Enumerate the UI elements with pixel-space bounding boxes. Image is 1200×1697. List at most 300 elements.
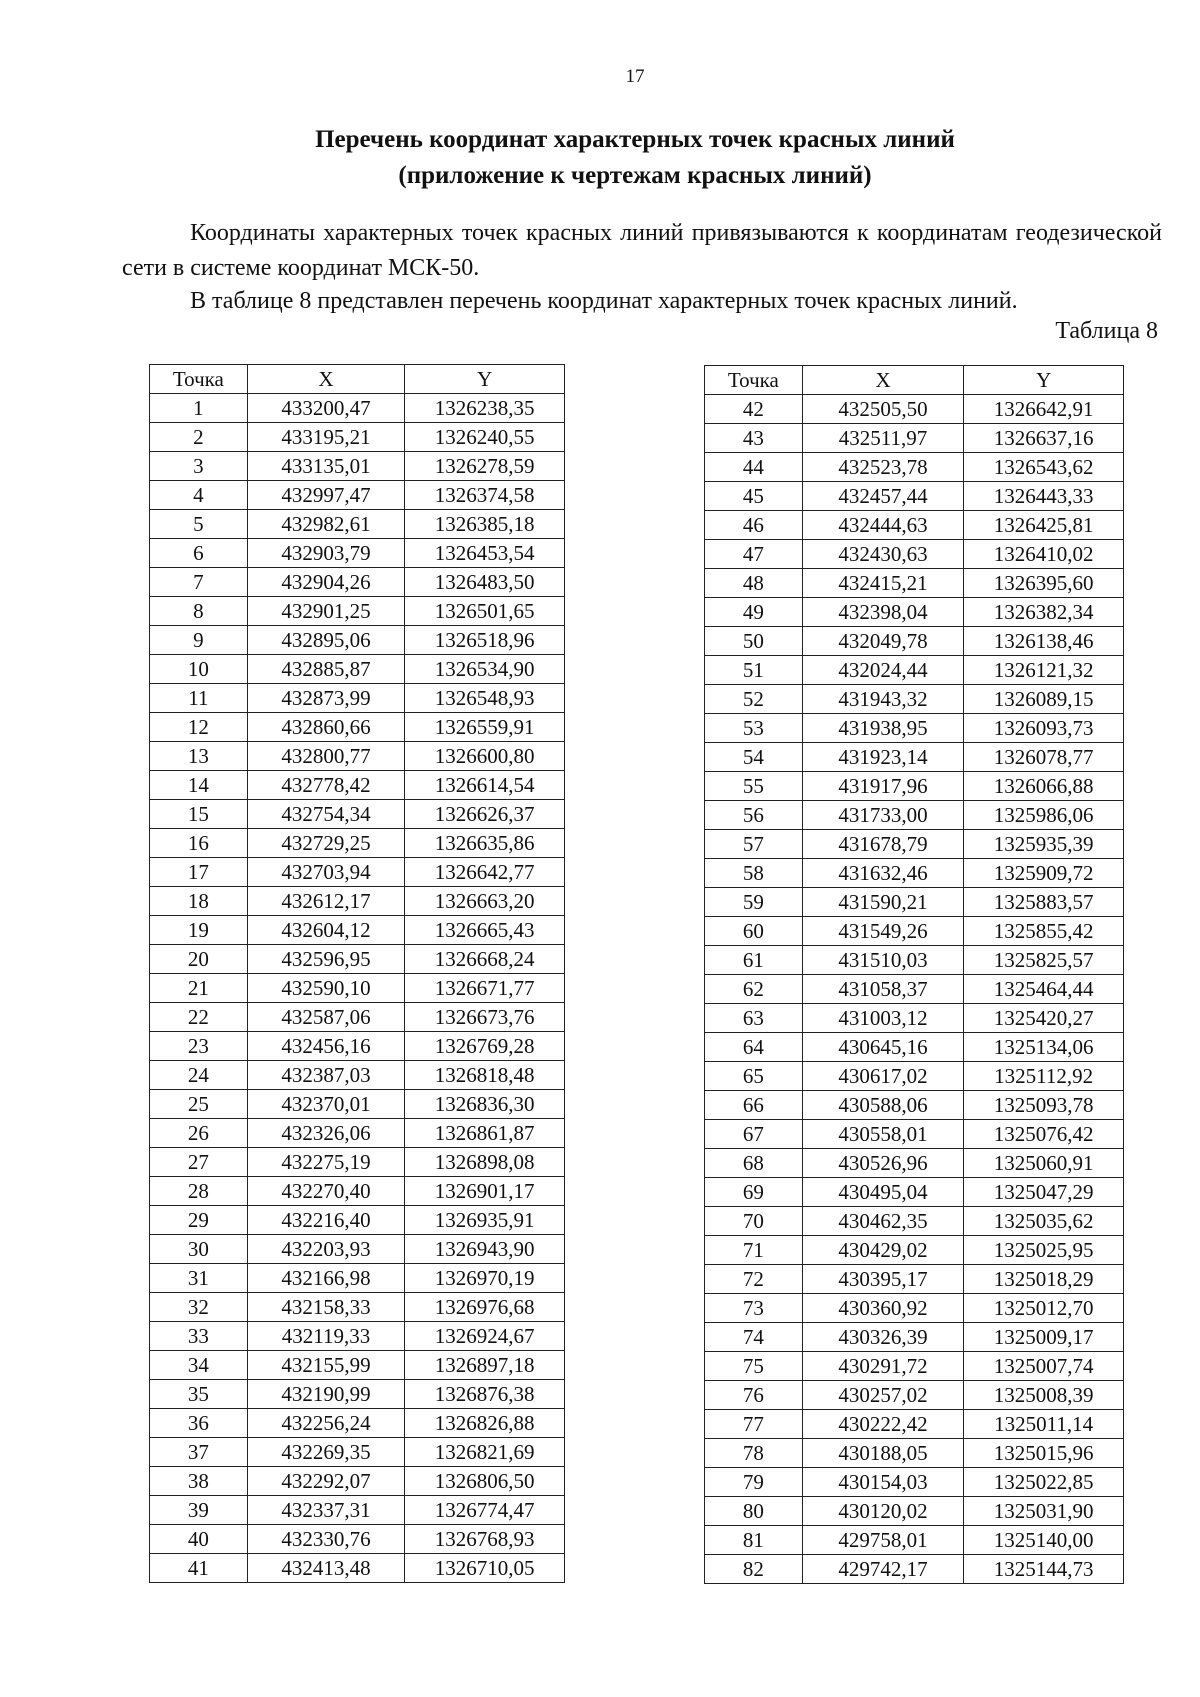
y-cell: 1326614,54 <box>405 771 565 800</box>
point-cell: 70 <box>705 1207 803 1236</box>
y-cell: 1326637,16 <box>964 424 1124 453</box>
y-cell: 1326425,81 <box>964 511 1124 540</box>
table-row <box>150 394 565 423</box>
x-cell: 432166,98 <box>247 1264 405 1293</box>
point-cell: 74 <box>705 1323 803 1352</box>
x-cell: 433135,01 <box>247 452 405 481</box>
x-cell: 432703,94 <box>247 858 405 887</box>
table-row <box>705 1120 1124 1149</box>
y-cell: 1326121,32 <box>964 656 1124 685</box>
table-row <box>705 1439 1124 1468</box>
table-row <box>150 684 565 713</box>
point-cell: 57 <box>705 830 803 859</box>
header-x: X <box>802 366 964 395</box>
point-cell: 71 <box>705 1236 803 1265</box>
table-row <box>150 1409 565 1438</box>
point-cell: 78 <box>705 1439 803 1468</box>
table-row <box>150 452 565 481</box>
y-cell: 1326443,33 <box>964 482 1124 511</box>
header-y: Y <box>405 365 565 394</box>
y-cell: 1325986,06 <box>964 801 1124 830</box>
y-cell: 1326710,05 <box>405 1554 565 1583</box>
x-cell: 430326,39 <box>802 1323 964 1352</box>
x-cell: 432587,06 <box>247 1003 405 1032</box>
table-header-row <box>150 365 565 394</box>
point-cell: 82 <box>705 1555 803 1584</box>
point-cell: 31 <box>150 1264 248 1293</box>
x-cell: 432024,44 <box>802 656 964 685</box>
point-cell: 13 <box>150 742 248 771</box>
table-row <box>705 1555 1124 1584</box>
x-cell: 432457,44 <box>802 482 964 511</box>
table-row <box>705 1381 1124 1410</box>
point-cell: 81 <box>705 1526 803 1555</box>
table-row <box>705 801 1124 830</box>
point-cell: 11 <box>150 684 248 713</box>
table-row <box>150 1177 565 1206</box>
x-cell: 431938,95 <box>802 714 964 743</box>
x-cell: 433195,21 <box>247 423 405 452</box>
y-cell: 1326774,47 <box>405 1496 565 1525</box>
y-cell: 1326826,88 <box>405 1409 565 1438</box>
x-cell: 432604,12 <box>247 916 405 945</box>
table-row <box>705 540 1124 569</box>
x-cell: 430120,02 <box>802 1497 964 1526</box>
y-cell: 1326543,62 <box>964 453 1124 482</box>
point-cell: 4 <box>150 481 248 510</box>
x-cell: 430222,42 <box>802 1410 964 1439</box>
x-cell: 430588,06 <box>802 1091 964 1120</box>
point-cell: 32 <box>150 1293 248 1322</box>
point-cell: 28 <box>150 1177 248 1206</box>
table-row <box>705 598 1124 627</box>
x-cell: 432903,79 <box>247 539 405 568</box>
page-number: 17 <box>625 66 645 87</box>
point-cell: 15 <box>150 800 248 829</box>
table-row <box>705 656 1124 685</box>
x-cell: 432370,01 <box>247 1090 405 1119</box>
point-cell: 12 <box>150 713 248 742</box>
table-row <box>705 1352 1124 1381</box>
y-cell: 1326818,48 <box>405 1061 565 1090</box>
point-cell: 7 <box>150 568 248 597</box>
coordinates-table-right <box>704 365 1124 1584</box>
x-cell: 431632,46 <box>802 859 964 888</box>
x-cell: 432860,66 <box>247 713 405 742</box>
x-cell: 432203,93 <box>247 1235 405 1264</box>
point-cell: 43 <box>705 424 803 453</box>
table-row <box>705 1497 1124 1526</box>
table-row <box>705 482 1124 511</box>
x-cell: 430395,17 <box>802 1265 964 1294</box>
table-row <box>705 627 1124 656</box>
x-cell: 432270,40 <box>247 1177 405 1206</box>
table-row <box>705 1323 1124 1352</box>
point-cell: 14 <box>150 771 248 800</box>
x-cell: 432456,16 <box>247 1032 405 1061</box>
x-cell: 432612,17 <box>247 887 405 916</box>
x-cell: 430495,04 <box>802 1178 964 1207</box>
table-row <box>705 685 1124 714</box>
y-cell: 1326518,96 <box>405 626 565 655</box>
point-cell: 72 <box>705 1265 803 1294</box>
table-row <box>705 1004 1124 1033</box>
y-cell: 1326240,55 <box>405 423 565 452</box>
point-cell: 49 <box>705 598 803 627</box>
x-cell: 430188,05 <box>802 1439 964 1468</box>
point-cell: 55 <box>705 772 803 801</box>
x-cell: 432982,61 <box>247 510 405 539</box>
table-row <box>150 1293 565 1322</box>
y-cell: 1326935,91 <box>405 1206 565 1235</box>
y-cell: 1325909,72 <box>964 859 1124 888</box>
y-cell: 1326483,50 <box>405 568 565 597</box>
y-cell: 1326410,02 <box>964 540 1124 569</box>
point-cell: 67 <box>705 1120 803 1149</box>
table-row <box>705 917 1124 946</box>
table-row <box>150 1554 565 1583</box>
y-cell: 1326673,76 <box>405 1003 565 1032</box>
y-cell: 1326559,91 <box>405 713 565 742</box>
x-cell: 432158,33 <box>247 1293 405 1322</box>
x-cell: 432729,25 <box>247 829 405 858</box>
x-cell: 432895,06 <box>247 626 405 655</box>
table-row <box>705 1033 1124 1062</box>
point-cell: 37 <box>150 1438 248 1467</box>
x-cell: 432901,25 <box>247 597 405 626</box>
table-row <box>150 713 565 742</box>
x-cell: 431943,32 <box>802 685 964 714</box>
point-cell: 51 <box>705 656 803 685</box>
table-row <box>150 1438 565 1467</box>
table-row <box>150 655 565 684</box>
point-cell: 25 <box>150 1090 248 1119</box>
table-row <box>150 1206 565 1235</box>
y-cell: 1325112,92 <box>964 1062 1124 1091</box>
table-row <box>150 510 565 539</box>
y-cell: 1325009,17 <box>964 1323 1124 1352</box>
point-cell: 34 <box>150 1351 248 1380</box>
point-cell: 20 <box>150 945 248 974</box>
table-row <box>705 569 1124 598</box>
header-x: X <box>247 365 405 394</box>
y-cell: 1325060,91 <box>964 1149 1124 1178</box>
y-cell: 1326901,17 <box>405 1177 565 1206</box>
point-cell: 9 <box>150 626 248 655</box>
table-row <box>705 975 1124 1004</box>
table-row <box>150 945 565 974</box>
x-cell: 432049,78 <box>802 627 964 656</box>
table-row <box>150 1525 565 1554</box>
x-cell: 432275,19 <box>247 1148 405 1177</box>
x-cell: 432415,21 <box>802 569 964 598</box>
x-cell: 432430,63 <box>802 540 964 569</box>
y-cell: 1325011,14 <box>964 1410 1124 1439</box>
table-row <box>705 395 1124 424</box>
point-cell: 41 <box>150 1554 248 1583</box>
y-cell: 1325076,42 <box>964 1120 1124 1149</box>
table-row <box>150 742 565 771</box>
y-cell: 1326821,69 <box>405 1438 565 1467</box>
table-row <box>150 1148 565 1177</box>
table-row <box>705 1468 1124 1497</box>
table-row <box>150 1467 565 1496</box>
x-cell: 429758,01 <box>802 1526 964 1555</box>
point-cell: 58 <box>705 859 803 888</box>
table-row <box>150 1351 565 1380</box>
x-cell: 432413,48 <box>247 1554 405 1583</box>
point-cell: 21 <box>150 974 248 1003</box>
point-cell: 18 <box>150 887 248 916</box>
table-row <box>705 946 1124 975</box>
y-cell: 1326089,15 <box>964 685 1124 714</box>
point-cell: 16 <box>150 829 248 858</box>
x-cell: 432997,47 <box>247 481 405 510</box>
point-cell: 69 <box>705 1178 803 1207</box>
x-cell: 432387,03 <box>247 1061 405 1090</box>
y-cell: 1326501,65 <box>405 597 565 626</box>
y-cell: 1326382,34 <box>964 598 1124 627</box>
x-cell: 432754,34 <box>247 800 405 829</box>
x-cell: 432505,50 <box>802 395 964 424</box>
point-cell: 44 <box>705 453 803 482</box>
table-row <box>705 714 1124 743</box>
y-cell: 1326600,80 <box>405 742 565 771</box>
y-cell: 1326665,43 <box>405 916 565 945</box>
point-cell: 2 <box>150 423 248 452</box>
point-cell: 45 <box>705 482 803 511</box>
point-cell: 54 <box>705 743 803 772</box>
point-cell: 73 <box>705 1294 803 1323</box>
x-cell: 432523,78 <box>802 453 964 482</box>
x-cell: 431678,79 <box>802 830 964 859</box>
x-cell: 432778,42 <box>247 771 405 800</box>
x-cell: 430429,02 <box>802 1236 964 1265</box>
y-cell: 1325420,27 <box>964 1004 1124 1033</box>
title-line-1: Перечень координат характерных точек красных линий <box>315 126 955 153</box>
point-cell: 38 <box>150 1467 248 1496</box>
table-row <box>705 1207 1124 1236</box>
table-row <box>150 800 565 829</box>
x-cell: 430360,92 <box>802 1294 964 1323</box>
table-row <box>150 858 565 887</box>
table-row <box>705 1062 1124 1091</box>
table-row <box>150 1264 565 1293</box>
table-row <box>150 1322 565 1351</box>
x-cell: 432326,06 <box>247 1119 405 1148</box>
header-y: Y <box>964 366 1124 395</box>
point-cell: 50 <box>705 627 803 656</box>
x-cell: 432256,24 <box>247 1409 405 1438</box>
table-row <box>705 1294 1124 1323</box>
x-cell: 432216,40 <box>247 1206 405 1235</box>
point-cell: 52 <box>705 685 803 714</box>
x-cell: 430257,02 <box>802 1381 964 1410</box>
x-cell: 431549,26 <box>802 917 964 946</box>
table-row <box>150 626 565 655</box>
x-cell: 430526,96 <box>802 1149 964 1178</box>
table-row <box>705 424 1124 453</box>
point-cell: 29 <box>150 1206 248 1235</box>
y-cell: 1326768,93 <box>405 1525 565 1554</box>
point-cell: 75 <box>705 1352 803 1381</box>
table-row <box>150 1119 565 1148</box>
table-row <box>705 1410 1124 1439</box>
point-cell: 8 <box>150 597 248 626</box>
x-cell: 432873,99 <box>247 684 405 713</box>
point-cell: 30 <box>150 1235 248 1264</box>
point-cell: 80 <box>705 1497 803 1526</box>
point-cell: 19 <box>150 916 248 945</box>
table-row <box>705 1265 1124 1294</box>
y-cell: 1325015,96 <box>964 1439 1124 1468</box>
table-row <box>705 859 1124 888</box>
point-cell: 26 <box>150 1119 248 1148</box>
x-cell: 432269,35 <box>247 1438 405 1467</box>
point-cell: 61 <box>705 946 803 975</box>
document-title <box>0 122 1200 194</box>
point-cell: 48 <box>705 569 803 598</box>
table-row <box>150 1032 565 1061</box>
point-cell: 3 <box>150 452 248 481</box>
x-cell: 431733,00 <box>802 801 964 830</box>
x-cell: 433200,47 <box>247 394 405 423</box>
point-cell: 79 <box>705 1468 803 1497</box>
x-cell: 432330,76 <box>247 1525 405 1554</box>
point-cell: 46 <box>705 511 803 540</box>
y-cell: 1325140,00 <box>964 1526 1124 1555</box>
point-cell: 40 <box>150 1525 248 1554</box>
y-cell: 1326635,86 <box>405 829 565 858</box>
y-cell: 1326626,37 <box>405 800 565 829</box>
point-cell: 63 <box>705 1004 803 1033</box>
y-cell: 1325093,78 <box>964 1091 1124 1120</box>
x-cell: 430645,16 <box>802 1033 964 1062</box>
x-cell: 432155,99 <box>247 1351 405 1380</box>
x-cell: 431917,96 <box>802 772 964 801</box>
table-row <box>150 887 565 916</box>
title-line-2: (приложение к чертежам красных линий) <box>398 162 872 189</box>
table-row <box>705 1091 1124 1120</box>
table-label: Таблица 8 <box>1055 318 1158 344</box>
y-cell: 1326078,77 <box>964 743 1124 772</box>
point-cell: 33 <box>150 1322 248 1351</box>
x-cell: 430617,02 <box>802 1062 964 1091</box>
point-cell: 23 <box>150 1032 248 1061</box>
y-cell: 1325825,57 <box>964 946 1124 975</box>
table-row <box>705 453 1124 482</box>
x-cell: 430291,72 <box>802 1352 964 1381</box>
point-cell: 35 <box>150 1380 248 1409</box>
y-cell: 1326671,77 <box>405 974 565 1003</box>
x-cell: 432590,10 <box>247 974 405 1003</box>
table-row <box>705 743 1124 772</box>
y-cell: 1326836,30 <box>405 1090 565 1119</box>
x-cell: 430462,35 <box>802 1207 964 1236</box>
point-cell: 68 <box>705 1149 803 1178</box>
y-cell: 1326806,50 <box>405 1467 565 1496</box>
x-cell: 432292,07 <box>247 1467 405 1496</box>
x-cell: 430154,03 <box>802 1468 964 1497</box>
table-row <box>150 829 565 858</box>
y-cell: 1325047,29 <box>964 1178 1124 1207</box>
x-cell: 432904,26 <box>247 568 405 597</box>
point-cell: 1 <box>150 394 248 423</box>
table-row <box>150 1003 565 1032</box>
x-cell: 429742,17 <box>802 1555 964 1584</box>
y-cell: 1325855,42 <box>964 917 1124 946</box>
point-cell: 65 <box>705 1062 803 1091</box>
y-cell: 1326924,67 <box>405 1322 565 1351</box>
table-row <box>150 1061 565 1090</box>
point-cell: 5 <box>150 510 248 539</box>
x-cell: 432337,31 <box>247 1496 405 1525</box>
table-intro-paragraph: В таблице 8 представлен перечень координат характерных точек красных линий. <box>190 288 1018 314</box>
table-row <box>150 1380 565 1409</box>
y-cell: 1326642,77 <box>405 858 565 887</box>
x-cell: 431003,12 <box>802 1004 964 1033</box>
table-row <box>705 1236 1124 1265</box>
intro-paragraph: Координаты характерных точек красных линий привязываются к координатам геодезической сети в системе координат МСК-50. <box>122 220 1162 281</box>
point-cell: 60 <box>705 917 803 946</box>
point-cell: 76 <box>705 1381 803 1410</box>
y-cell: 1326668,24 <box>405 945 565 974</box>
y-cell: 1325144,73 <box>964 1555 1124 1584</box>
y-cell: 1325035,62 <box>964 1207 1124 1236</box>
point-cell: 6 <box>150 539 248 568</box>
y-cell: 1326138,46 <box>964 627 1124 656</box>
y-cell: 1325464,44 <box>964 975 1124 1004</box>
y-cell: 1325012,70 <box>964 1294 1124 1323</box>
table-row <box>150 481 565 510</box>
x-cell: 432885,87 <box>247 655 405 684</box>
point-cell: 27 <box>150 1148 248 1177</box>
table-header-row <box>705 366 1124 395</box>
header-point: Точка <box>150 365 248 394</box>
y-cell: 1326663,20 <box>405 887 565 916</box>
point-cell: 22 <box>150 1003 248 1032</box>
x-cell: 432444,63 <box>802 511 964 540</box>
x-cell: 432596,95 <box>247 945 405 974</box>
y-cell: 1326534,90 <box>405 655 565 684</box>
point-cell: 64 <box>705 1033 803 1062</box>
y-cell: 1326897,18 <box>405 1351 565 1380</box>
table-row <box>705 888 1124 917</box>
coordinates-table-left <box>149 364 565 1583</box>
y-cell: 1326238,35 <box>405 394 565 423</box>
table-row <box>705 1149 1124 1178</box>
table-row <box>150 539 565 568</box>
point-cell: 42 <box>705 395 803 424</box>
y-cell: 1326769,28 <box>405 1032 565 1061</box>
table-row <box>705 1178 1124 1207</box>
point-cell: 24 <box>150 1061 248 1090</box>
y-cell: 1326876,38 <box>405 1380 565 1409</box>
y-cell: 1326453,54 <box>405 539 565 568</box>
table-row <box>705 830 1124 859</box>
point-cell: 62 <box>705 975 803 1004</box>
x-cell: 432119,33 <box>247 1322 405 1351</box>
x-cell: 430558,01 <box>802 1120 964 1149</box>
y-cell: 1326548,93 <box>405 684 565 713</box>
y-cell: 1325883,57 <box>964 888 1124 917</box>
y-cell: 1326278,59 <box>405 452 565 481</box>
y-cell: 1325134,06 <box>964 1033 1124 1062</box>
y-cell: 1326898,08 <box>405 1148 565 1177</box>
y-cell: 1325007,74 <box>964 1352 1124 1381</box>
x-cell: 431058,37 <box>802 975 964 1004</box>
y-cell: 1325025,95 <box>964 1236 1124 1265</box>
